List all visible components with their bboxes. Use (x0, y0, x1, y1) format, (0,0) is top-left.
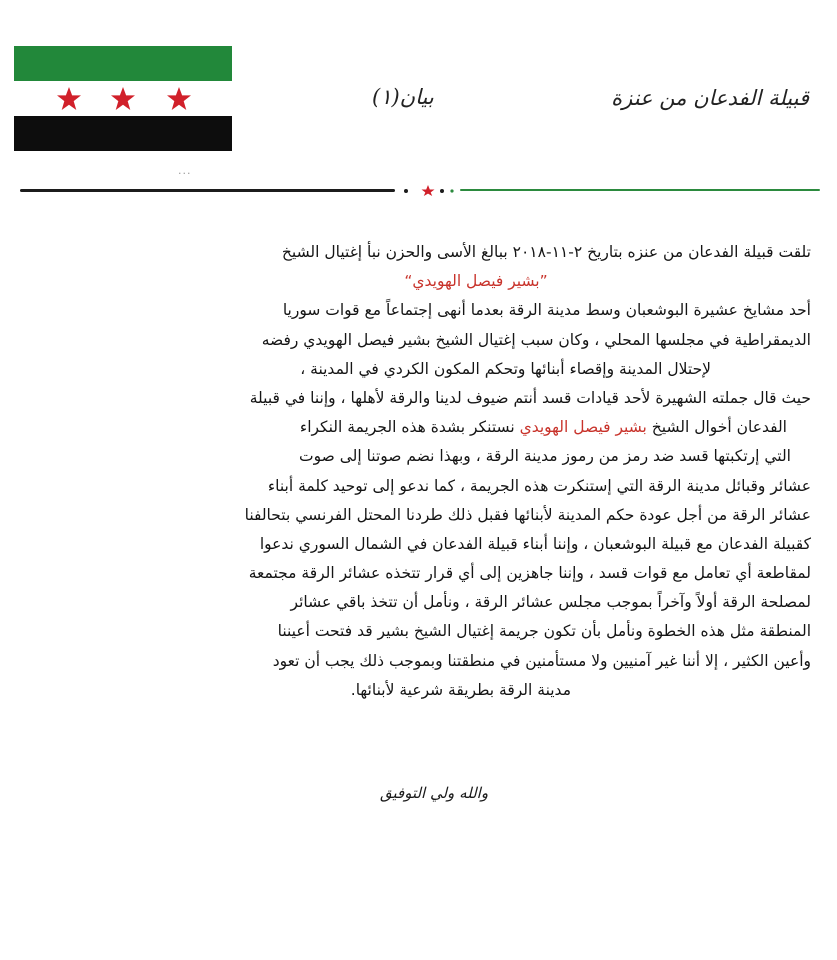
body-line: الديمقراطية في مجلسها المحلي ، وكان سبب إغتيال الشيخ بشير فيصل الهويدي رفضه (261, 330, 811, 349)
body-line: كقبيلة الفدعان مع قبيلة البوشعبان ، وإننا أبناء قبيلة الفدعان في الشمال السوري ندعوا (259, 534, 811, 553)
body-line: عشائر الرقة من أجل عودة حكم المدينة لأبنائها فقبل ذلك طردنا المحتل الفرنسي بتحالفنا (244, 505, 811, 524)
body-text-segment: نستنكر بشدة هذه الجريمة النكراء (299, 418, 520, 437)
tribe-title: قبيلة الفدعان من عنزة (611, 86, 809, 110)
body-line: مدينة الرقة بطريقة شرعية لأبنائها. (350, 680, 571, 699)
flag-black-stripe (14, 116, 232, 151)
highlighted-name-inline: بشير فيصل الهويدي (519, 418, 647, 437)
body-line: لمقاطعة أي تعامل مع قوات قسد ، وإننا جاهزين إلى أي قرار تتخذه عشائر الرقة مجتمعة (248, 564, 811, 583)
decorative-dots: ... (178, 164, 192, 177)
star-icon (56, 86, 82, 111)
divider-line-left (20, 189, 395, 192)
body-line: لمصلحة الرقة أولاً وآخراً بموجب مجلس عشائر الرقة ، ونأمل أن تتخذ باقي عشائر (290, 593, 811, 612)
star-icon (166, 86, 192, 111)
closing-phrase: والله ولي التوفيق (380, 784, 489, 802)
statement-body (21, 238, 811, 705)
flag-stars (14, 81, 232, 116)
body-line: وأعين الكثير ، إلا أننا غير آمنيين ولا مستأمنين في منطقتنا وبموجب ذلك يجب أن تعود (272, 651, 811, 670)
star-icon (110, 86, 136, 111)
body-line: لإحتلال المدينة وإقصاء أبنائها وتحكم المكون الكردي في المدينة ، (300, 359, 711, 378)
divider-line-right (460, 189, 820, 191)
body-line: المنطقة مثل هذه الخطوة ونأمل بأن تكون جريمة إغتيال الشيخ بشير قد فتحت أعيننا (277, 622, 811, 641)
body-line: التي إرتكبتها قسد ضد رمز من رموز مدينة الرقة ، وبهذا نضم صوتنا إلى صوت (299, 447, 791, 466)
body-line: أحد مشايخ عشيرة البوشعبان وسط مدينة الرقة بعدما أنهى إجتماعاً مع قوات سوريا (282, 301, 811, 320)
syrian-revolution-flag (14, 46, 232, 151)
body-line: عشائر وقبائل مدينة الرقة التي إستنكرت هذه الجريمة ، كما ندعو إلى توحيد كلمة أبناء (267, 476, 811, 495)
body-line (21, 413, 811, 442)
header-divider (20, 184, 820, 196)
flag-green-stripe (14, 46, 232, 81)
body-line: حيث قال جملته الشهيرة لأحد قيادات قسد أنتم ضيوف لدينا والرقة لأهلها ، وإننا في قبيلة (249, 388, 811, 407)
body-line: تلقت قبيلة الفدعان من عنزه بتاريخ ٢-١١-٢٠١٨ ببالغ الأسى والحزن نبأ إغتيال الشيخ (281, 243, 811, 261)
divider-ornament-icon (398, 184, 458, 196)
highlighted-name: ”بشير فيصل الهويدي“ (404, 272, 548, 291)
body-text-segment: الفدعان أخوال الشيخ (646, 418, 787, 437)
statement-number: بيان(١) (372, 85, 434, 109)
